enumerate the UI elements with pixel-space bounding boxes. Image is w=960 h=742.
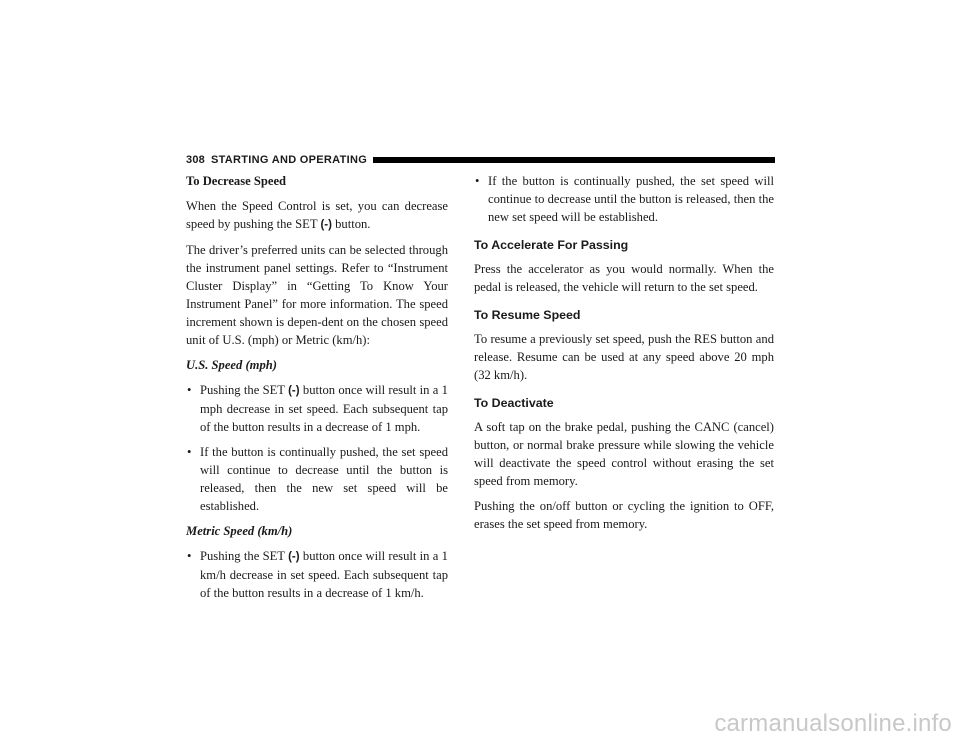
bullet-text-end: button once will result in a 1 mph decrease in set speed. Each subsequent tap of the button results in a decrease of 1 mph. [200,383,448,434]
resume-text: To resume a previously set speed, push the RES button and release. Resume can be used at any speed above 20 mph (32 km/h). [474,332,774,382]
minus-symbol: (-) [320,219,332,231]
bullet-us-hold [186,443,448,515]
bullet-dot: • [187,549,192,563]
section-title: STARTING AND OPERATING [210,154,368,166]
bullet-text: If the button is continually pushed, the set speed will continue to decrease until the button is released, then the new set speed will be established. [488,174,774,224]
page-header [186,152,775,168]
accelerate-text: Press the accelerator as you would normally. When the pedal is released, the vehicle will return to the set speed. [474,262,774,294]
watermark: carmanualsonline.info [714,710,952,737]
bullet-metric-tap [186,547,448,602]
right-column [474,172,774,540]
left-column [186,172,448,609]
units-paragraph: The driver’s preferred units can be selected through the instrument panel settings. Refer to “Instrument Cluster Display” in “Getting To Know Your Instrument Panel” for more information. The speed increment shown is depen-dent on the chosen speed unit of U.S. (mph) or Metric (km/h): [186,243,448,347]
decrease-intro-end: button. [331,217,371,231]
header-rule [373,157,775,163]
heading-us-speed: U.S. Speed (mph) [186,358,277,372]
bullet-metric-hold [474,172,774,226]
bullet-dot: • [187,445,192,459]
bullet-text: Pushing the SET [200,383,289,397]
deactivate-text-1: A soft tap on the brake pedal, pushing the CANC (cancel) button, or normal brake pressure while slowing the vehicle will deactivate the speed control without erasing the set speed from memory. [474,420,774,488]
bullet-text: Pushing the SET [200,549,289,563]
decrease-intro-text: When the Speed Control is set, you can decrease speed by pushing the SET [186,199,448,231]
minus-symbol: (-) [288,551,300,563]
deactivate-text-2: Pushing the on/off button or cycling the ignition to OFF, erases the set speed from memory. [474,499,774,531]
bullet-text-end: button once will result in a 1 km/h decrease in set speed. Each subsequent tap of the button results in a decrease of 1 km/h. [200,549,448,600]
heading-accelerate: To Accelerate For Passing [474,238,629,252]
bullet-dot: • [187,383,192,397]
heading-decrease-speed: To Decrease Speed [186,174,287,188]
heading-resume: To Resume Speed [474,308,581,322]
bullet-text: If the button is continually pushed, the set speed will continue to decrease until the button is released, then the new set speed will be established. [200,445,448,513]
heading-deactivate: To Deactivate [474,396,554,410]
bullet-dot: • [475,174,480,188]
minus-symbol: (-) [288,385,300,397]
decrease-intro [186,197,448,234]
heading-metric-speed: Metric Speed (km/h) [186,524,293,538]
bullet-us-tap [186,381,448,436]
page-number: 308 [186,154,205,166]
